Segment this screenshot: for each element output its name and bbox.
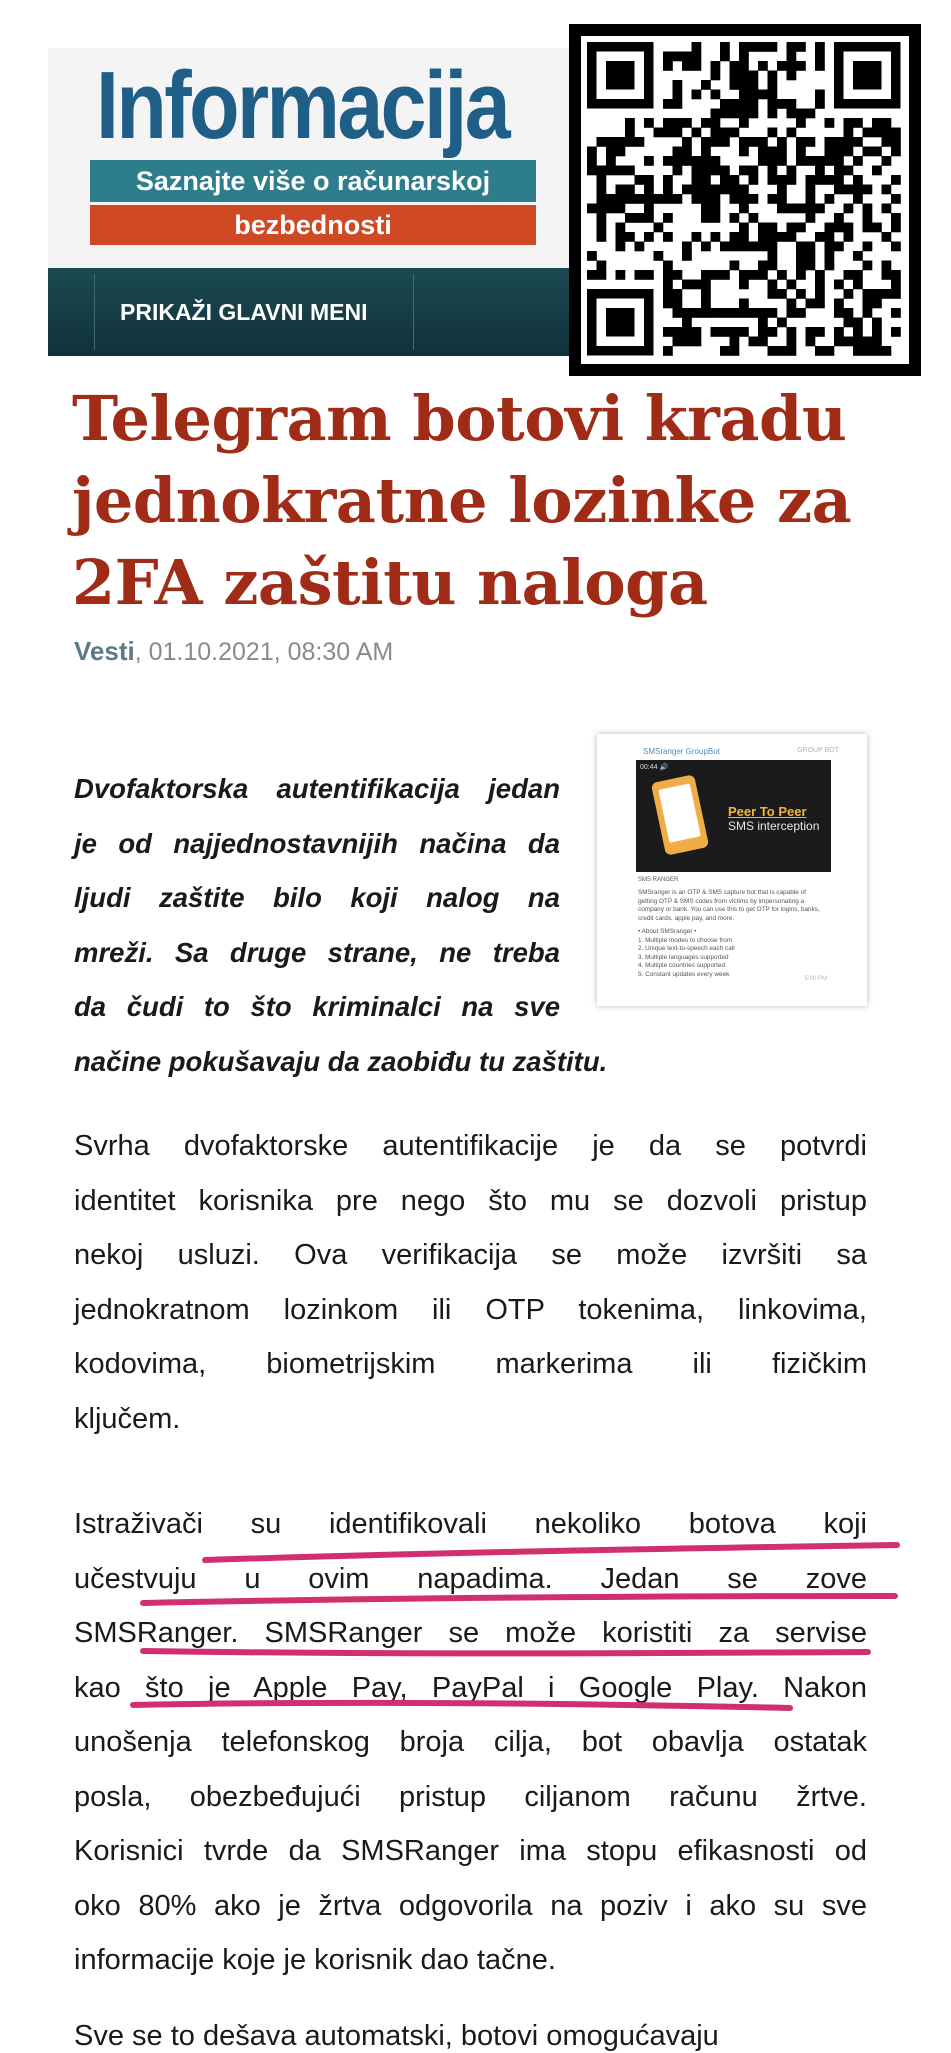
speaker-icon: 🔊 — [659, 764, 669, 771]
figure-video-time: 00:44 🔊 — [640, 764, 669, 771]
qr-code-icon — [581, 36, 909, 364]
figure-headline: Peer To Peer — [728, 804, 807, 819]
paragraph-line: učestvuju u ovim napadima. Jedan se zove — [74, 1562, 867, 1595]
paragraph-line: nekoj usluzi. Ova verifikacija se može izvršiti sa — [74, 1239, 867, 1271]
site-logo[interactable]: Informacija — [96, 52, 509, 159]
paragraph-line: posla, obezbeđujući pristup ciljanom računu žrtve. — [74, 1780, 867, 1813]
cut-off-text: Sve se to dešava automatski, botovi omogućavaju — [74, 2020, 719, 2052]
lead-line: je od najjednostavnijih načina da — [74, 827, 560, 859]
article-meta — [74, 636, 393, 667]
figure-section-label: SMS RANGER — [638, 877, 679, 883]
paragraph-line: jednokratnom lozinkom ili OTP tokenima, linkovima, — [74, 1293, 867, 1326]
figure-list-item: 2. Unique text-to-speech each call — [638, 945, 735, 952]
show-main-menu-button[interactable]: PRIKAŽI GLAVNI MENI — [120, 299, 368, 325]
lead-line: ljudi zaštite bilo koji nalog na — [74, 882, 560, 913]
article-date: , 01.10.2021, 08:30 AM — [134, 638, 394, 666]
lead-line: da čudi to što kriminalci na sve — [74, 991, 560, 1022]
figure-chat-name: SMSranger GroupBot — [643, 747, 720, 756]
qr-code-graphic — [581, 36, 909, 364]
paragraph-line: SMSRanger. SMSRanger se može koristiti za servise — [74, 1617, 867, 1649]
qr-code-frame — [569, 24, 921, 376]
figure-list-item: 1. Multiple modes to choose from — [638, 936, 733, 944]
cut-off-line — [74, 2020, 867, 2052]
article-lead — [74, 762, 874, 1089]
paragraph-line: ključem. — [74, 1402, 181, 1435]
tagline-line-1: Saznajte više o računarskoj — [90, 160, 536, 202]
paragraph-line: Korisnici tvrde da SMSRanger ima stopu efikasnosti od — [74, 1835, 867, 1867]
paragraph-line: identitet korisnika pre nego što mu se dozvoli pristup — [74, 1184, 867, 1217]
figure-description: SMSranger is an OTP & SMS capture bot that is capable of getting OTP & SMS codes from victims by impersonating a company or bank. You can use this to get OTP for logins, banks, credit cards, apple pay, and more. — [638, 889, 820, 922]
article-title: Telegram botovi kradu jednokratne lozinke za 2FA zaštitu naloga — [72, 382, 852, 619]
figure-list-title: • About SMSranger • — [638, 928, 697, 935]
article-paragraph-2 — [74, 1497, 867, 1988]
figure-subheadline: SMS interception — [728, 819, 820, 833]
figure-list-item: 4. Multiple countries supported — [638, 962, 726, 969]
paragraph-line: Istraživači su identifikovali nekoliko botova koji — [74, 1508, 867, 1540]
paragraph-line: unošenja telefonskog broja cilja, bot obavlja ostatak — [74, 1726, 867, 1758]
tagline-line-2: bezbednosti — [90, 205, 536, 245]
lead-line: načine pokušavaju da zaobiđu tu zaštitu. — [74, 1045, 608, 1077]
paragraph-line: kodovima, biometrijskim markerima ili fizičkim — [74, 1348, 867, 1380]
figure-timestamp: 5:00 PM — [804, 976, 827, 982]
paragraph-line: oko 80% ako je žrtva odgovorila na poziv i ako su sve — [74, 1889, 867, 1922]
site-header — [48, 48, 588, 356]
main-nav-bar — [48, 268, 588, 356]
figure-list-item: 3. Multiple languages supported — [638, 953, 729, 961]
paragraph-line: kao što je Apple Pay, PayPal i Google Play. Nakon — [74, 1671, 867, 1704]
lead-line: mreži. Sa druge strane, ne treba — [74, 936, 560, 968]
lead-line: Dvofaktorska autentifikacija jedan — [74, 773, 560, 804]
paragraph-line: Svrha dvofaktorske autentifikacije je da se potvrdi — [74, 1130, 867, 1162]
figure-list-item: 5. Constant updates every week — [638, 970, 730, 978]
article-paragraph-1 — [74, 1119, 867, 1446]
paragraph-line: informacije koje je korisnik dao tačne. — [74, 1944, 556, 1976]
article-category-link[interactable]: Vesti — [74, 636, 135, 666]
figure-chat-type: GROUP BOT — [797, 747, 839, 754]
